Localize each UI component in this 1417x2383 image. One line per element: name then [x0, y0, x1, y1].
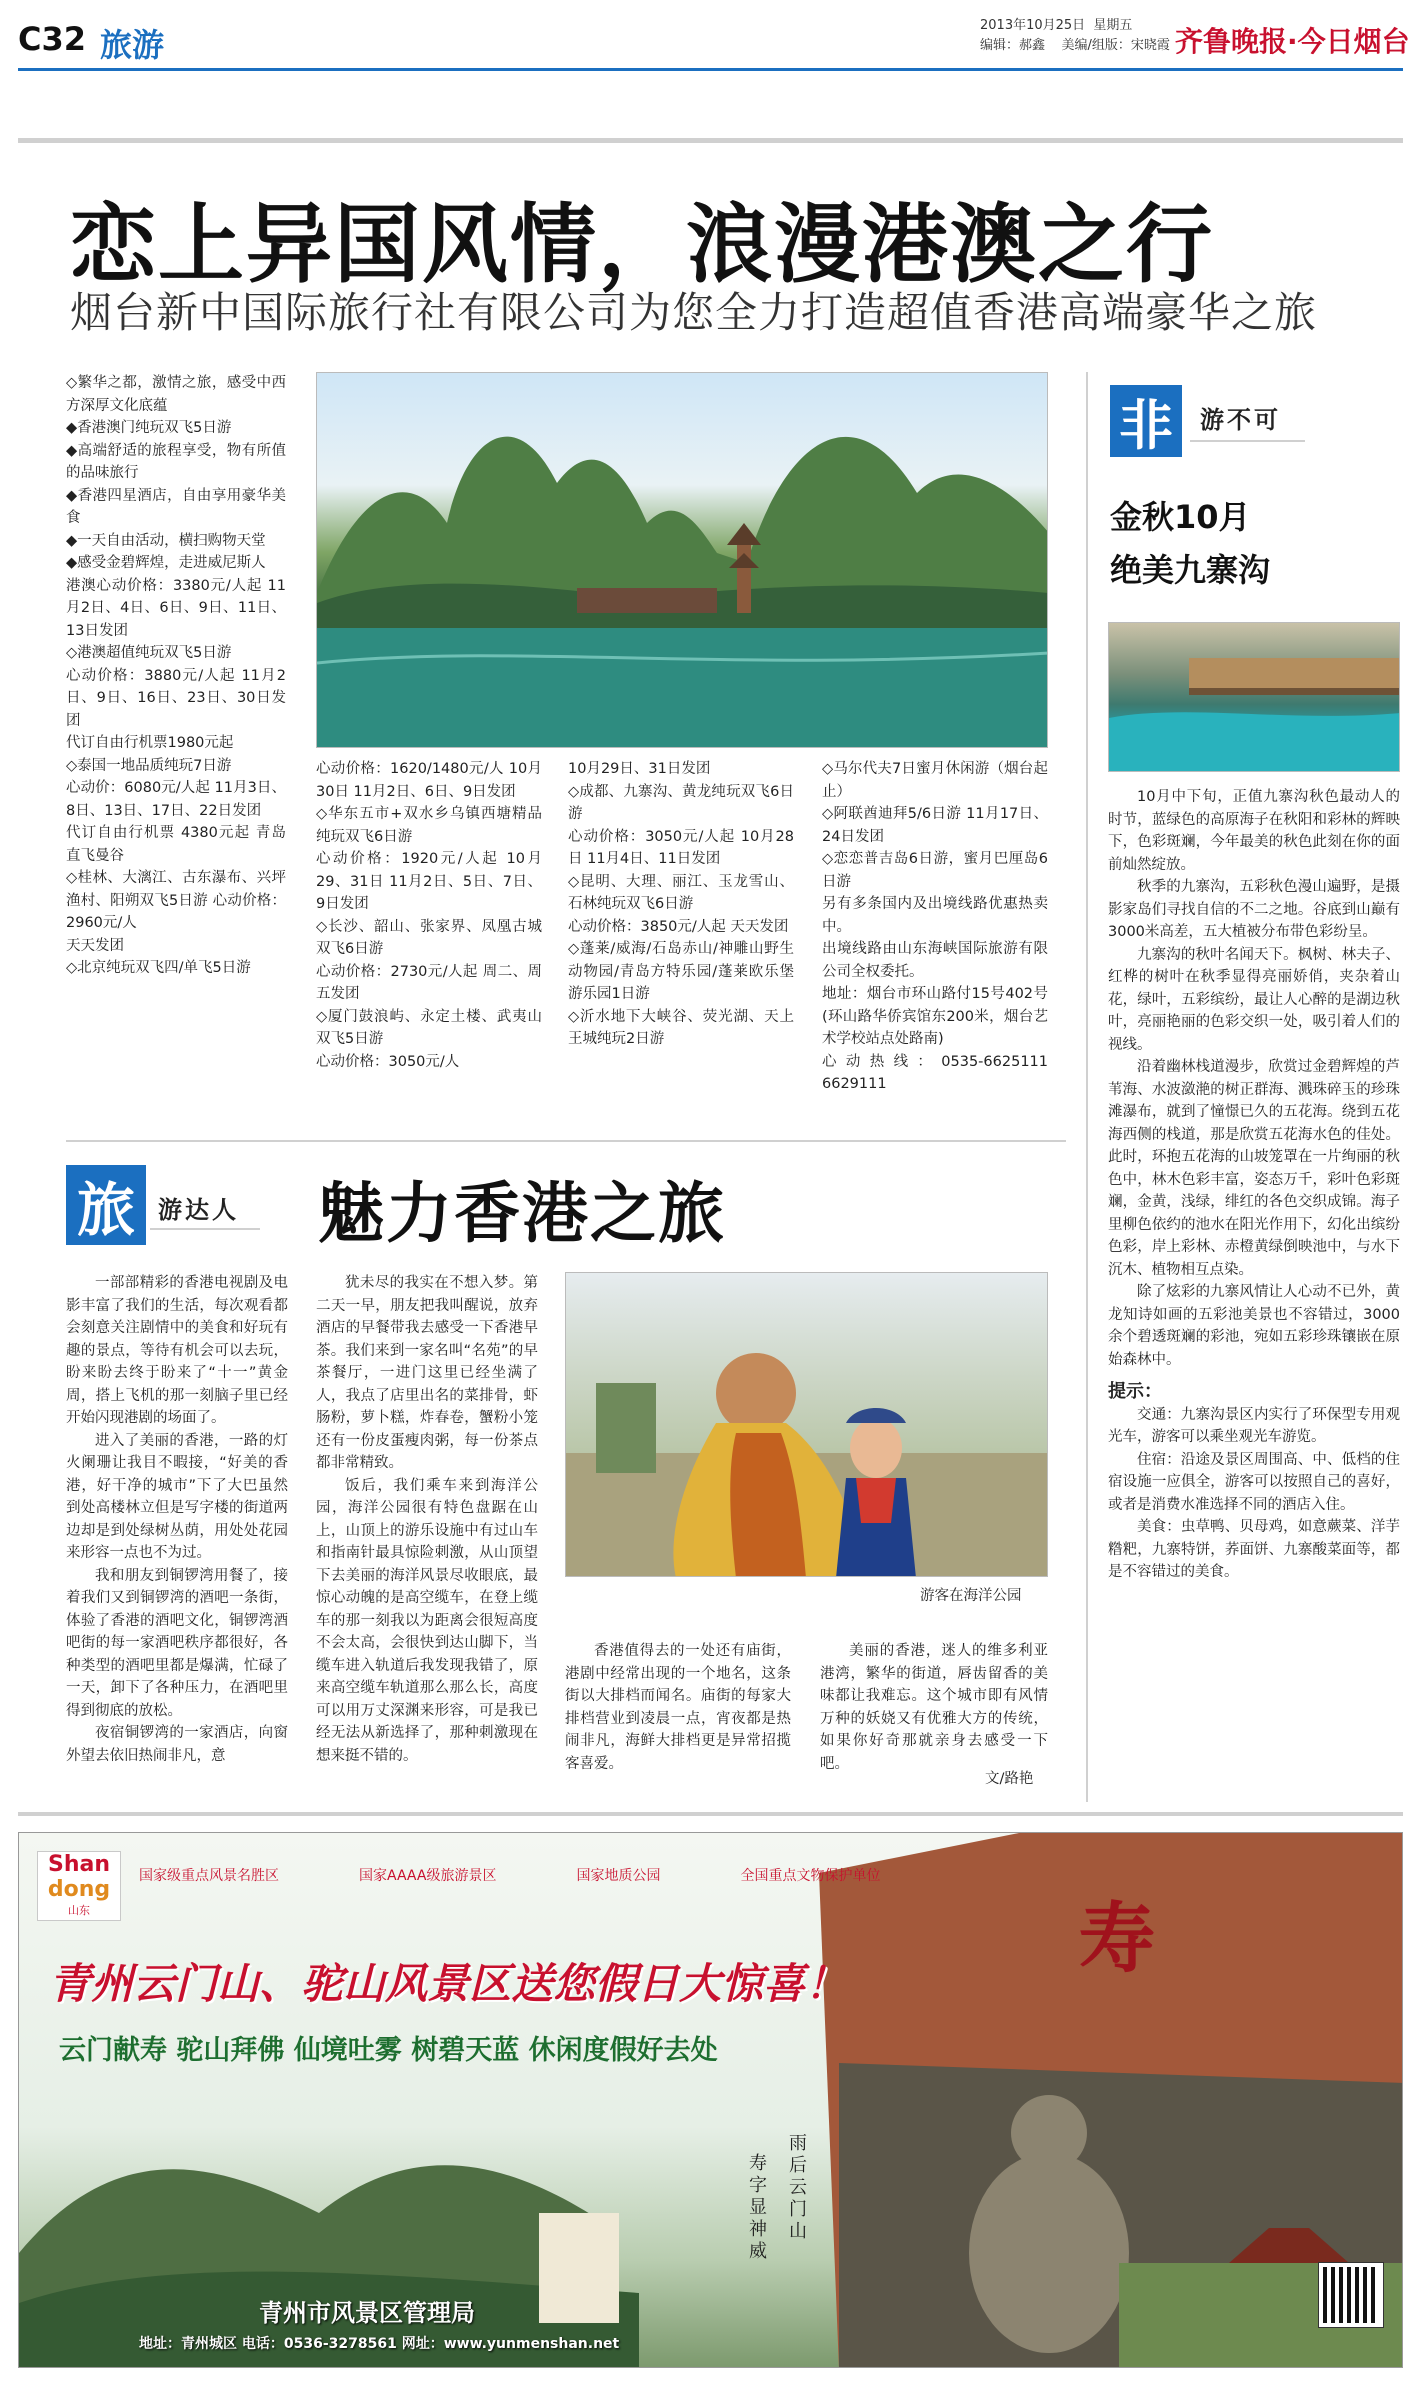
article-badge-sub: 游达人: [158, 1196, 239, 1224]
ad-contact: 地址：青州城区 电话：0536-3278561 网址：www.yunmenshan.net: [139, 2336, 620, 2352]
sidebar-paragraph: 九寨沟的秋叶名闻天下。枫树、林夫子、红桦的树叶在秋季显得亮丽娇俏，夹杂着山花，绿叶，五彩缤纷，最让人心醉的是湖边秋叶，亮丽艳丽的色彩交织一处，吸引着人们的视线。: [1108, 946, 1400, 1053]
sidebar-badge: 非: [1110, 385, 1182, 457]
ad-slogan: 云门献寿 驼山拜佛 仙境吐雾 树碧天蓝 休闲度假好去处: [59, 2035, 718, 2066]
article-column-2: [316, 1272, 538, 1767]
lake-landscape-illustration: [317, 373, 1048, 748]
page-number: C32: [18, 20, 87, 58]
editors: 编辑：郝鑫 美编/组版：宋晓霞: [980, 38, 1170, 53]
tour-column-2: [316, 758, 542, 1073]
tour-line: 港澳心动价格：3380元/人起 11月2日、4日、6日、9日、11日、13日发团: [66, 577, 286, 639]
photo-caption: 游客在海洋公园: [920, 1588, 1022, 1604]
tour-line: ◇恋恋普吉岛6日游，蜜月巴厘岛6日游: [822, 851, 1048, 890]
ad-tag: 国家地质公园: [576, 1868, 661, 1884]
tour-line: 心动价格：3880元/人起 11月2日、9日、16日、23日、30日发团: [66, 667, 286, 729]
tour-line: 心动价格：3050元/人: [316, 1053, 460, 1070]
tour-line: ◇成都、九寨沟、黄龙纯玩双飞6日游: [568, 783, 794, 822]
tour-line: ◆高端舒适的旅程享受，物有所值的品味旅行: [66, 442, 286, 481]
tour-line: ◇长沙、韶山、张家界、凤凰古城双飞6日游: [316, 918, 542, 957]
sidebar-paragraph: 10月中下旬，正值九寨沟秋色最动人的时节，蓝绿色的高原海子在秋阳和彩林的辉映下，色彩斑斓，今年最美的秋色此刻在你的面前灿然绽放。: [1108, 789, 1400, 873]
jiuzhaigou-photo: [1108, 622, 1400, 772]
ad-poem-2: 寿字显神威: [749, 2153, 767, 2262]
sidebar-divider: [1086, 372, 1088, 1802]
ad-logo-top: Shan: [47, 1852, 110, 1877]
ad-tag-row: [139, 1865, 880, 1885]
header-meta: [980, 16, 1170, 56]
tour-line: ◇马尔代夫7日蜜月休闲游（烟台起止）: [822, 761, 1048, 800]
tour-line: ◇桂林、大漓江、古东瀑布、兴坪渔村、阳朔双飞5日游 心动价格：2960元/人: [66, 870, 286, 931]
lake-landscape-photo: [316, 372, 1048, 748]
article-column-3: [565, 1640, 791, 1775]
ad-tag: 全国重点文物保护单位: [740, 1868, 881, 1884]
jiuzhaigou-illustration: [1109, 623, 1400, 772]
main-headline: 恋上异国风情，浪漫港澳之行: [70, 195, 1214, 295]
tour-line: ◇北京纯玩双飞四/单飞5日游: [66, 960, 251, 976]
main-subtitle: 烟台新中国际旅行社有限公司为您全力打造超值香港高端豪华之旅: [70, 288, 1318, 337]
tour-line: 出境线路由山东海峡国际旅游有限公司全权委托。: [822, 941, 1048, 980]
article-column-4: [820, 1640, 1048, 1775]
sidebar-badge-sub: 游不可: [1200, 406, 1281, 434]
tour-line: 天天发团: [66, 937, 124, 954]
tour-line: ◇泰国一地品质纯玩7日游: [66, 757, 232, 774]
ad-poem-1: 雨后云门山: [789, 2133, 807, 2242]
tour-line: ◆香港澳门纯玩双飞5日游: [66, 420, 232, 436]
newspaper-brand: 齐鲁晚报·今日烟台: [1175, 25, 1410, 58]
sidebar-body: [1108, 786, 1400, 1584]
ad-scenery-illustration: [19, 1833, 1403, 2368]
tip-item: 美食：虫草鸭、贝母鸡，如意蕨菜、洋芋糌粑，九寨特饼，荞面饼、九寨酸菜面等，都是不容错过的美食。: [1108, 1519, 1400, 1580]
tour-line: 心动价格：1620/1480元/人 10月30日 11月2日、6日、9日发团: [316, 761, 542, 800]
tour-line: ◆香港四星酒店，自由享用豪华美食: [66, 487, 286, 526]
article-column-1: [66, 1272, 288, 1767]
tour-line: 心动价：6080元/人起 11月3日、8日、13日、17日、22日发团: [66, 780, 286, 819]
ad-logo-cn: 山东: [68, 1904, 90, 1917]
tour-column-3: [568, 758, 794, 1051]
tour-line: 代订自由行机票 4380元起 青岛直飞曼谷: [66, 825, 286, 864]
tour-line: ◇港澳超值纯玩双飞5日游: [66, 645, 232, 661]
ad-logo: [37, 1851, 121, 1921]
section-divider: [66, 1140, 1066, 1142]
sidebar-title-1: 金秋10月: [1110, 498, 1251, 536]
tour-line: ◇厦门鼓浪屿、永定土楼、武夷山双飞5日游: [316, 1008, 542, 1047]
tour-line: 另有多条国内及出境线路优惠热卖中。: [822, 896, 1048, 935]
ocean-park-illustration: [566, 1273, 1048, 1577]
article-paragraph: 香港值得去的一处还有庙街，港剧中经常出现的一个地名，这条街以大排档而闻名。庙街的每家大排档营业到凌晨一点，宵夜都是热闹非凡，海鲜大排档更是异常招揽客喜爱。: [565, 1643, 791, 1772]
tip-item: 交通：九寨沟景区内实行了环保型专用观光车，游客可以乘坐观光车游览。: [1108, 1406, 1400, 1445]
tour-line: ◆一天自由活动，横扫购物天堂: [66, 532, 266, 549]
article-title: 魅力香港之旅: [318, 1175, 726, 1252]
tour-column-1: [66, 372, 286, 980]
article-paragraph: 我和朋友到铜锣湾用餐了，接着我们又到铜锣湾的酒吧一条街，体验了香港的酒吧文化，铜锣湾酒吧街的每一家酒吧秩序都很好，各种类型的酒吧里都是爆满，忙碌了一天，卸下了各种压力，在酒吧里得到彻底的放松。: [66, 1567, 288, 1719]
article-badge-rule: [150, 1228, 260, 1230]
tour-column-4: [822, 758, 1048, 1096]
sidebar-title-2: 绝美九寨沟: [1110, 551, 1271, 589]
tour-line: ◆感受金碧辉煌，走进威尼斯人: [66, 555, 266, 571]
header-rule: [18, 68, 1403, 71]
shou-character: 寿: [1079, 1894, 1155, 1983]
tour-line: 地址：烟台市环山路付15号402号(环山路华侨宾馆东200米，烟台艺术学校站点处路南): [822, 986, 1048, 1047]
sidebar-paragraph: 沿着幽林栈道漫步，欣赏过金碧辉煌的芦苇海、水波潋滟的树正群海、溅珠碎玉的珍珠滩瀑布，就到了憧憬已久的五花海。绕到五花海西侧的栈道，那是欣赏五花海水色的佳处。此时，环抱五花海的山坡笼罩在一片绚丽的秋色中，林木色彩丰富，姿态万千，彩叶色彩斑斓，金黄，浅绿，绯红的各色交织成锦。海子里柳色依约的池水在阳光作用下，幻化出缤纷色彩，岸上彩林、赤橙黄绿倒映池中，与水下沉木、植物相互点染。: [1108, 1059, 1400, 1278]
tour-line: ◇蓬莱/威海/石岛赤山/神雕山野生动物园/青岛方特乐园/蓬莱欧乐堡游乐园1日游: [568, 941, 794, 1002]
tour-line: 心动价格：2730元/人起 周二、周五发团: [316, 963, 542, 1002]
ad-tag: 国家AAAA级旅游景区: [359, 1868, 497, 1884]
tips-title: 提示：: [1108, 1381, 1162, 1402]
article-paragraph: 饭后，我们乘车来到海洋公园，海洋公园很有特色盘踞在山上，山顶上的游乐设施中有过山车和指南针最具惊险刺激，从山顶望下去美丽的海洋风景尽收眼底，最惊心动魄的是高空缆车，在登上缆车的那一刻我以为距离会很短高度不会太高，会很快到达山脚下，当缆车进入轨道后我发现我错了，原来高空缆车轨道那么那么长，高度可以用万丈深渊来形容，可是我已经无法从新选择了，那种刺激现在想来挺不错的。: [316, 1477, 538, 1764]
sidebar-badge-rule: [1190, 440, 1305, 442]
tour-line: 心动价格：3850元/人起 天天发团: [568, 918, 789, 935]
issue-date: 2013年10月25日 星期五: [980, 18, 1133, 33]
tour-line: ◇昆明、大理、丽江、玉龙雪山、石林纯玩双飞6日游: [568, 873, 794, 912]
sidebar-paragraph: 秋季的九寨沟，五彩秋色漫山遍野，是摄影家岛们寻找自信的不二之地。谷底到山巅有3000米高差，五大植被分布带色彩纷呈。: [1108, 879, 1400, 940]
tour-line: 心动热线：0535-6625111 6629111: [822, 1053, 1048, 1092]
ocean-park-photo: [565, 1272, 1048, 1577]
section-name: 旅游: [100, 26, 165, 64]
ad-divider: [18, 1812, 1403, 1816]
tour-line: ◇沂水地下大峡谷、荧光湖、天上王城纯玩2日游: [568, 1008, 794, 1047]
qr-code[interactable]: [1319, 2263, 1383, 2327]
tour-line: 心动价格：1920元/人起 10月29、31日 11月2日、5日、7日、9日发团: [316, 851, 542, 912]
scenic-area-advertisement: [18, 1832, 1403, 2368]
article-paragraph: 进入了美丽的香港，一路的灯火阑珊让我目不暇接，“好美的香港，好干净的城市”下了大巴虽然到处高楼林立但是写字楼的街道两边却是到处绿树丛荫，用处处花园来形容一点也不为过。: [66, 1432, 288, 1561]
tour-line: 代订自由行机票1980元起: [66, 735, 234, 751]
sidebar-paragraph: 除了炫彩的九寨风情让人心动不已外，黄龙知诗如画的五彩池美景也不容错过，3000余个碧透斑斓的彩池，宛如五彩珍珠镶嵌在原始森林中。: [1108, 1284, 1400, 1368]
article-badge: 旅: [66, 1165, 146, 1245]
article-paragraph: 犹未尽的我实在不想入梦。第二天一早，朋友把我叫醒说，放弃酒店的早餐带我去感受一下香港早茶。我们来到一家名叫“名苑”的早茶餐厅，一进门这里已经坐满了人，我点了店里出名的菜排骨，虾肠粉，萝卜糕，炸春卷，蟹粉小笼还有一份皮蛋瘦肉粥，每一份茶点都非常精致。: [316, 1275, 538, 1471]
tour-line: ◇繁华之都，激情之旅，感受中西方深厚文化底蕴: [66, 375, 286, 414]
article-paragraph: 夜宿铜锣湾的一家酒店，向窗外望去依旧热闹非凡，意: [66, 1725, 288, 1764]
tour-line: 心动价格：3050元/人起 10月28日 11月4日、11日发团: [568, 828, 794, 867]
ad-tag: 国家级重点风景名胜区: [139, 1868, 279, 1884]
tour-line: ◇华东五市+双水乡乌镇西塘精品纯玩双飞6日游: [316, 806, 542, 845]
tour-line: 10月29日、31日发团: [568, 761, 711, 777]
tour-line: ◇阿联酋迪拜5/6日游 11月17日、24日发团: [822, 806, 1048, 845]
article-author: 文/路艳: [985, 1771, 1034, 1787]
ad-organization: 青州市风景区管理局: [259, 2299, 475, 2327]
ad-logo-bottom: dong: [47, 1877, 111, 1902]
article-paragraph: 美丽的香港，迷人的维多利亚港湾，繁华的街道，唇齿留香的美味都让我难忘。这个城市即有风情万种的妖娆又有优雅大方的传统，如果你好奇那就亲身去感受一下吧。: [820, 1643, 1048, 1772]
ad-headline: 青州云门山、驼山风景区送您假日大惊喜！: [49, 1959, 848, 2008]
tip-item: 住宿：沿途及景区周围高、中、低档的住宿设施一应俱全，游客可以按照自己的喜好，或者是消费水准选择不同的酒店入住。: [1108, 1451, 1400, 1513]
article-paragraph: 一部部精彩的香港电视剧及电影丰富了我们的生活，每次观看都会刻意关注剧情中的美食和好玩有趣的景点，等待有机会可以去玩，盼来盼去终于盼来了“十一”黄金周，搭上飞机的那一刻脑子里已经开始闪现港剧的场面了。: [66, 1275, 288, 1426]
top-divider: [18, 138, 1403, 143]
